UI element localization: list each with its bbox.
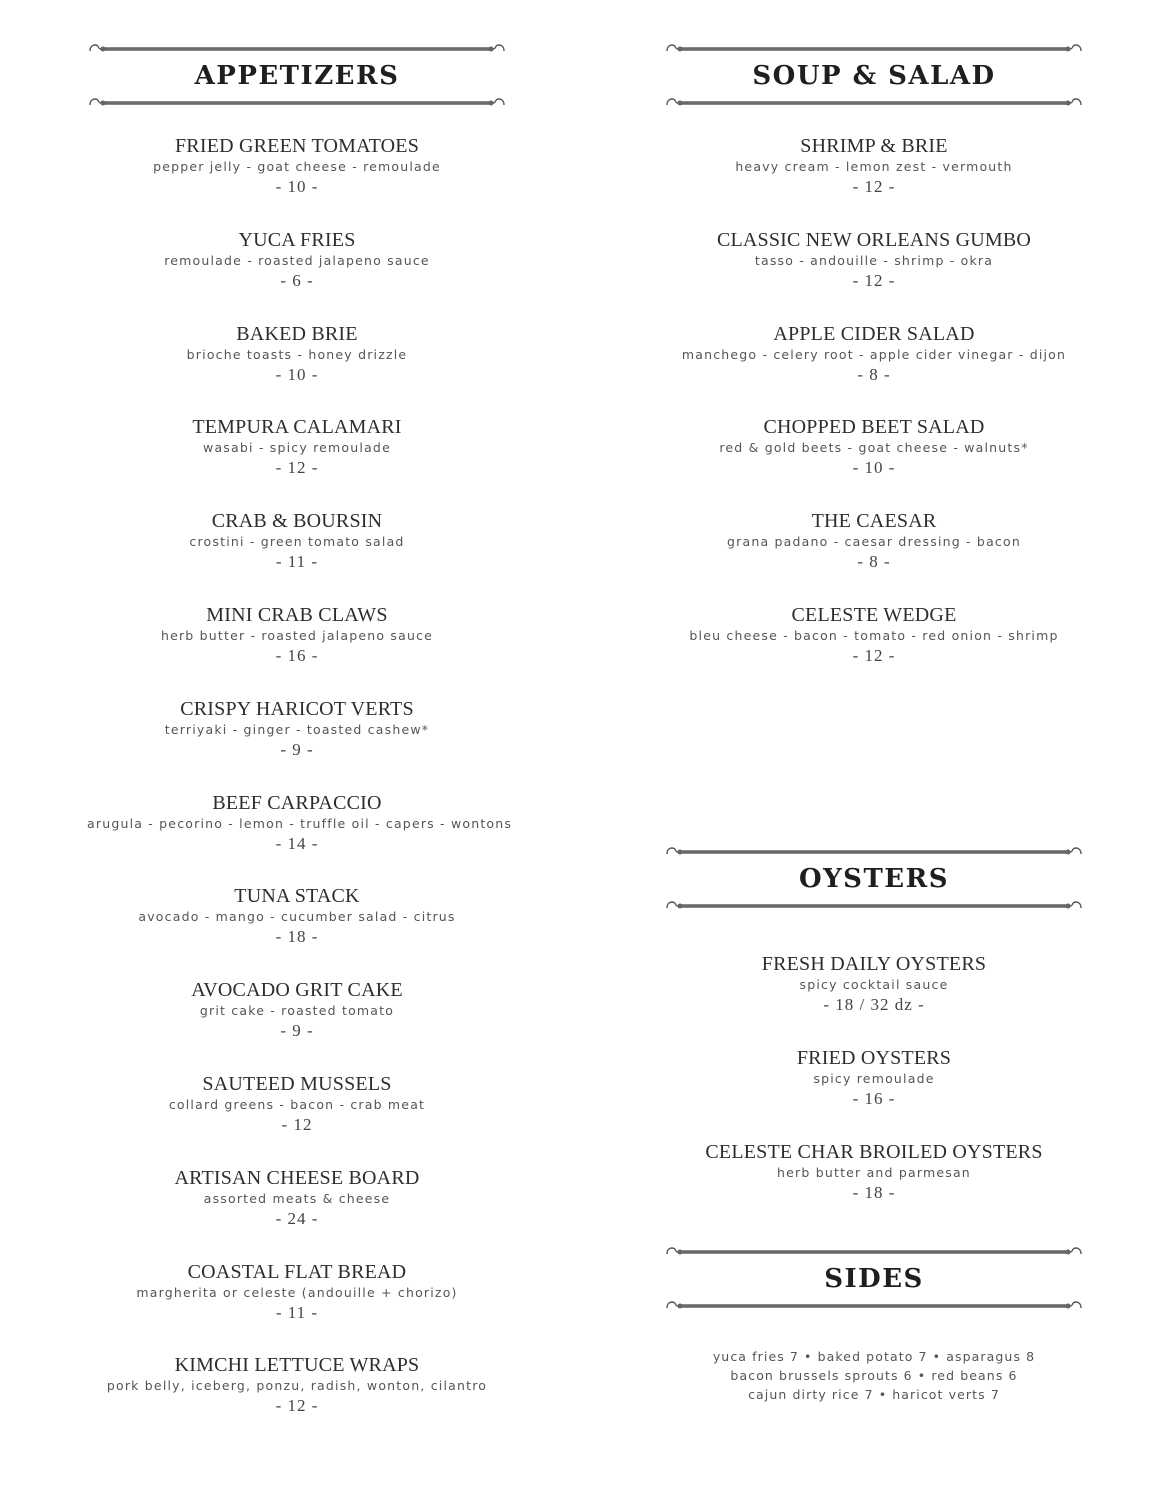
appetizers-list	[87, 135, 513, 1448]
menu-item-name: APPLE CIDER SALAD	[773, 322, 975, 345]
menu-item-description: grit cake - roasted tomato	[199, 1003, 395, 1019]
menu-item-description: herb butter and parmesan	[777, 1164, 971, 1180]
sides-line: cajun dirty rice 7 • haricot verts 7	[748, 1387, 1000, 1402]
menu-item-price: - 12	[281, 1114, 313, 1134]
menu-item-name: YUCA FRIES	[238, 228, 356, 251]
menu-item	[87, 979, 507, 1073]
soup-salad-banner	[664, 42, 1084, 112]
menu-item-price: - 14 -	[275, 833, 319, 853]
menu-item-description: arugula - pecorino - lemon - truffle oil - capers - wontons	[87, 815, 513, 831]
menu-item-name: MINI CRAB CLAWS	[206, 603, 388, 626]
menu-item-name: FRESH DAILY OYSTERS	[761, 953, 987, 975]
section-heading-sides: SIDES	[824, 1264, 924, 1294]
menu-item-description: spicy remoulade	[813, 1070, 935, 1086]
menu-item-name: AVOCADO GRIT CAKE	[191, 979, 403, 1002]
menu-item-price: - 18 / 32 dz -	[823, 995, 925, 1014]
menu-item-name: TUNA STACK	[234, 885, 360, 908]
menu-item-name: SHRIMP & BRIE	[800, 135, 948, 157]
menu-item	[664, 229, 1084, 323]
menu-item-name: COASTAL FLAT BREAD	[187, 1260, 407, 1283]
ornamental-rule-top	[664, 845, 1084, 859]
menu-item-price: - 6 -	[280, 270, 314, 290]
menu-item	[87, 885, 507, 979]
menu-item-price: - 8 -	[857, 364, 891, 384]
menu-item-description: assorted meats & cheese	[203, 1190, 391, 1206]
menu-item-description: crostini - green tomato salad	[189, 534, 405, 550]
menu-item	[87, 1354, 507, 1448]
menu-item	[664, 135, 1084, 229]
menu-item-price: - 9 -	[280, 739, 314, 759]
menu-item-price: - 12 -	[852, 645, 896, 665]
menu-item-description: wasabi - spicy remoulade	[203, 440, 391, 456]
menu-item	[664, 953, 1084, 1047]
menu-item-name: TEMPURA CALAMARI	[192, 416, 402, 439]
menu-item-name: BEEF CARPACCIO	[212, 791, 382, 814]
menu-item-name: CELESTE CHAR BROILED OYSTERS	[705, 1140, 1043, 1163]
menu-item-name: CLASSIC NEW ORLEANS GUMBO	[716, 228, 1032, 251]
appetizers-banner	[87, 42, 507, 112]
menu-item-name: CRISPY HARICOT VERTS	[180, 697, 414, 720]
menu-item	[664, 323, 1084, 417]
menu-item-name: THE CAESAR	[811, 510, 937, 533]
menu-item	[664, 1047, 1084, 1141]
menu-item	[87, 791, 513, 886]
menu-item-price: - 11 -	[275, 552, 319, 572]
menu-item-description: red & gold beets - goat cheese - walnuts*	[719, 440, 1029, 456]
menu-item-description: heavy cream - lemon zest - vermouth	[735, 159, 1013, 174]
menu-item-name: CELESTE WEDGE	[791, 603, 957, 626]
menu-item	[664, 510, 1084, 604]
menu-item-description: avocado - mango - cucumber salad - citrus	[138, 909, 456, 925]
ornamental-rule-bottom	[664, 899, 1084, 913]
section-heading-oysters: OYSTERS	[798, 864, 950, 894]
menu-item	[664, 416, 1084, 510]
menu-item-description: tasso - andouille - shrimp - okra	[754, 252, 994, 268]
menu-item-description: remoulade - roasted jalapeno sauce	[164, 252, 430, 268]
menu-item-description: brioche toasts - honey drizzle	[186, 346, 408, 362]
menu-item-description: margherita or celeste (andouille + chorizo)	[136, 1284, 458, 1300]
ornamental-rule-top	[664, 1245, 1084, 1259]
menu-item-name: BAKED BRIE	[236, 322, 358, 345]
section-heading-soup-salad: SOUP & SALAD	[752, 61, 996, 91]
menu-item-price: - 8 -	[857, 552, 891, 572]
ornamental-rule-top	[87, 42, 507, 56]
menu-item	[87, 416, 507, 510]
section-heading-appetizers: APPETIZERS	[194, 61, 400, 91]
menu-item	[664, 604, 1084, 698]
ornamental-rule-top	[664, 42, 1084, 56]
sides-list	[664, 1347, 1084, 1404]
menu-item-price: - 9 -	[280, 1021, 314, 1041]
menu-item	[87, 1167, 507, 1261]
menu-item	[87, 698, 507, 792]
menu-item-description: manchego - celery root - apple cider vinegar - dijon	[681, 346, 1067, 362]
menu-item-price: - 11 -	[275, 1302, 319, 1322]
menu-item-price: - 10 -	[275, 177, 319, 196]
menu-item	[87, 1261, 507, 1355]
oysters-list	[664, 953, 1084, 1234]
menu-item-name: ARTISAN CHEESE BOARD	[174, 1166, 420, 1189]
menu-item-price: - 18 -	[852, 1182, 896, 1202]
menu-item	[87, 229, 507, 323]
menu-item-price: - 12 -	[852, 177, 896, 196]
menu-item-price: - 16 -	[852, 1088, 896, 1108]
menu-item-name: CRAB & BOURSIN	[211, 510, 383, 533]
menu-item-description: bleu cheese - bacon - tomato - red onion - shrimp	[689, 627, 1059, 643]
ornamental-rule-bottom	[664, 1299, 1084, 1313]
menu-item	[87, 604, 507, 698]
menu-item-description: pork belly, iceberg, ponzu, radish, wonton, cilantro	[106, 1378, 488, 1394]
menu-item-price: - 10 -	[852, 458, 896, 478]
oysters-banner	[664, 845, 1084, 915]
menu-item-description: pepper jelly - goat cheese - remoulade	[153, 159, 441, 174]
menu-item	[664, 1141, 1084, 1235]
menu-item-description: spicy cocktail sauce	[799, 977, 949, 992]
menu-item-name: CHOPPED BEET SALAD	[763, 416, 985, 439]
sides-line: yuca fries 7 • baked potato 7 • asparagus 8	[712, 1349, 1036, 1364]
sides-line: bacon brussels sprouts 6 • red beans 6	[730, 1368, 1018, 1383]
menu-item-description: collard greens - bacon - crab meat	[168, 1096, 426, 1112]
menu-item-price: - 12 -	[852, 270, 896, 290]
menu-item-description: herb butter - roasted jalapeno sauce	[160, 627, 434, 643]
menu-item-price: - 16 -	[275, 645, 319, 665]
menu-item-price: - 24 -	[275, 1208, 319, 1228]
menu-item-name: SAUTEED MUSSELS	[202, 1072, 392, 1095]
sides-banner	[664, 1245, 1084, 1315]
ornamental-rule-bottom	[664, 96, 1084, 110]
menu-item-price: - 12 -	[275, 1396, 319, 1416]
menu-item-price: - 12 -	[275, 458, 319, 478]
menu-item-name: FRIED GREEN TOMATOES	[174, 135, 420, 157]
menu-item-price: - 18 -	[275, 927, 319, 947]
menu-item-price: - 10 -	[275, 364, 319, 384]
soup-salad-list	[664, 135, 1084, 698]
menu-item	[87, 135, 507, 229]
menu-item-name: KIMCHI LETTUCE WRAPS	[174, 1354, 420, 1377]
menu-item-description: terriyaki - ginger - toasted cashew*	[164, 721, 430, 737]
menu-item	[87, 510, 507, 604]
ornamental-rule-bottom	[87, 96, 507, 110]
menu-item-description: grana padano - caesar dressing - bacon	[727, 534, 1021, 550]
menu-item	[87, 323, 507, 417]
menu-item-name: FRIED OYSTERS	[796, 1046, 952, 1069]
menu-item	[87, 1073, 507, 1167]
